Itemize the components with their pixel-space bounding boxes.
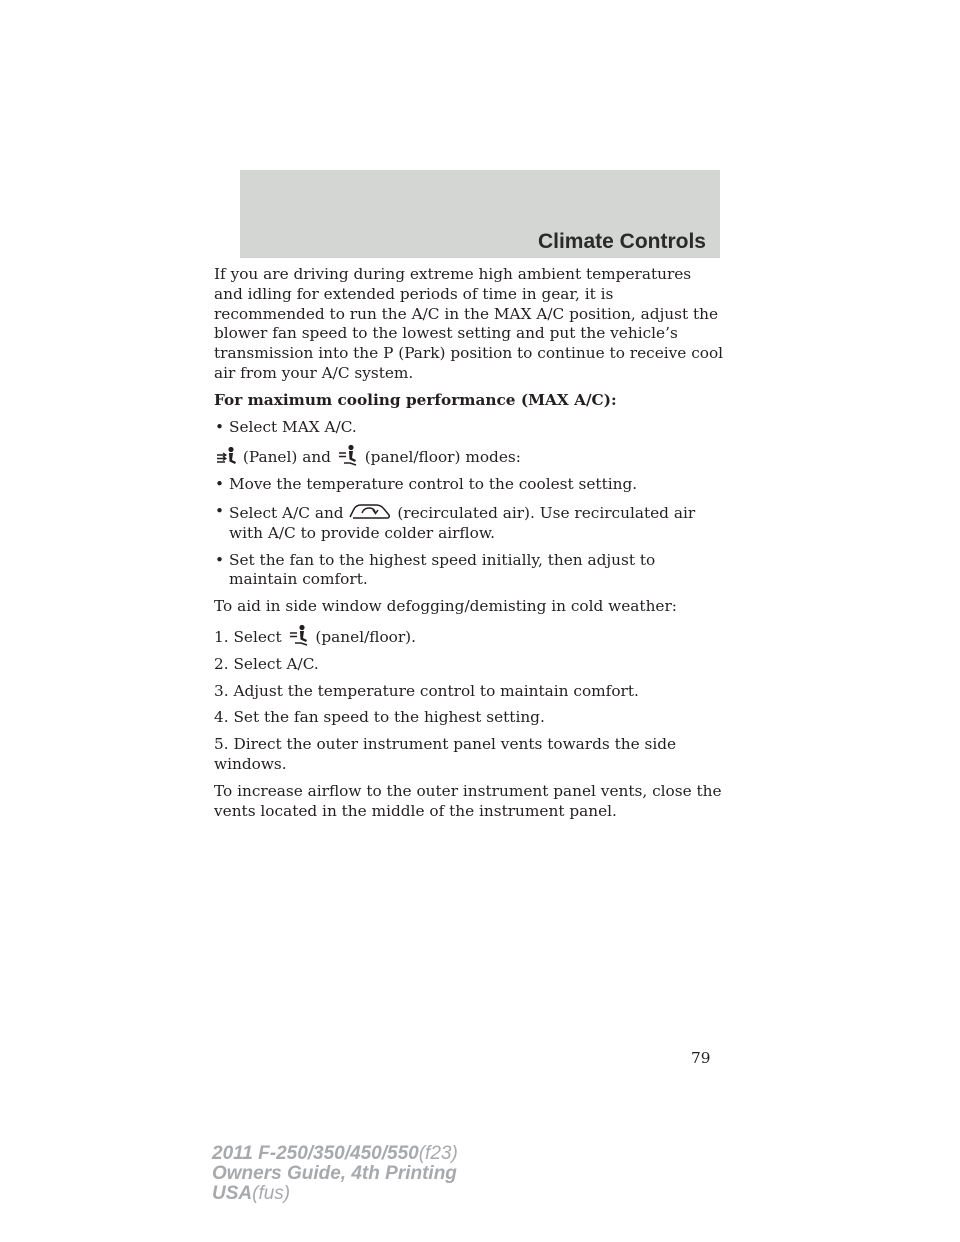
defog-intro: To aid in side window defogging/demisting in cold weather:	[214, 597, 677, 616]
footer-line-2: Owners Guide, 4th Printing	[212, 1163, 457, 1184]
footer-model-code: (f23)	[418, 1143, 458, 1164]
footer	[212, 1144, 458, 1204]
max-ac-heading: For maximum cooling performance (MAX A/C):	[214, 390, 617, 409]
footer-market-code: (fus)	[252, 1183, 291, 1204]
bullet-text-pre: Select A/C and	[229, 503, 344, 522]
bullet-temperature	[214, 475, 724, 495]
step-5: 5. Direct the outer instrument panel vents towards the side windows.	[214, 735, 677, 773]
bullet-dot: •	[215, 417, 225, 436]
intro-paragraph: If you are driving during extreme high ambient temperatures and idling for extended periods of time in gear, it is recommended to run the A/C in the MAX A/C position, adjust the blower fan speed to the lowest setting and put the vehicle’s transmission into the P (Park) position to continue to receive cool air from your A/C system.	[214, 265, 724, 382]
step-1-post: (panel/floor).	[315, 627, 417, 646]
section-title: Climate Controls	[537, 230, 706, 253]
bullet-select-max	[214, 418, 724, 438]
bullet-text: Move the temperature control to the coolest setting.	[229, 475, 638, 494]
bullet-text-post: (recirculated air). Use recirculated air with A/C to provide colder airflow.	[229, 503, 696, 542]
panel-vent-icon	[214, 446, 238, 466]
page-content	[214, 265, 724, 828]
step-1-pre: 1. Select	[214, 627, 282, 646]
bullet-fan	[214, 551, 724, 591]
header-band	[240, 170, 720, 258]
panel-floor-vent-icon	[336, 444, 360, 466]
bullet-dot: •	[215, 475, 225, 494]
modes-panel-floor-text: (panel/floor) modes:	[364, 448, 521, 467]
bullet-text: Set the fan to the highest speed initially, then adjust to maintain comfort.	[229, 550, 656, 589]
step-1	[214, 624, 724, 648]
footer-model: 2011 F-250/350/450/550	[212, 1143, 419, 1164]
modes-line	[214, 444, 724, 468]
footer-market: USA	[212, 1183, 253, 1204]
modes-panel-text: (Panel) and	[242, 448, 331, 467]
step-3: 3. Adjust the temperature control to maintain comfort.	[214, 681, 639, 700]
bullet-text: Select MAX A/C.	[229, 417, 357, 436]
bullet-recirculated	[214, 502, 724, 544]
bullet-dot: •	[215, 550, 225, 569]
bullet-dot: •	[215, 501, 225, 520]
panel-floor-vent-icon	[287, 624, 311, 646]
step-2: 2. Select A/C.	[214, 654, 319, 673]
recirculated-air-icon	[348, 502, 392, 522]
closing-paragraph: To increase airflow to the outer instrument panel vents, close the vents located in the middle of the instrument panel.	[214, 781, 722, 820]
step-4: 4. Set the fan speed to the highest setting.	[214, 708, 545, 727]
footer-line-1	[212, 1144, 458, 1164]
footer-line-3	[212, 1184, 458, 1204]
page-number: 79	[691, 1049, 711, 1067]
